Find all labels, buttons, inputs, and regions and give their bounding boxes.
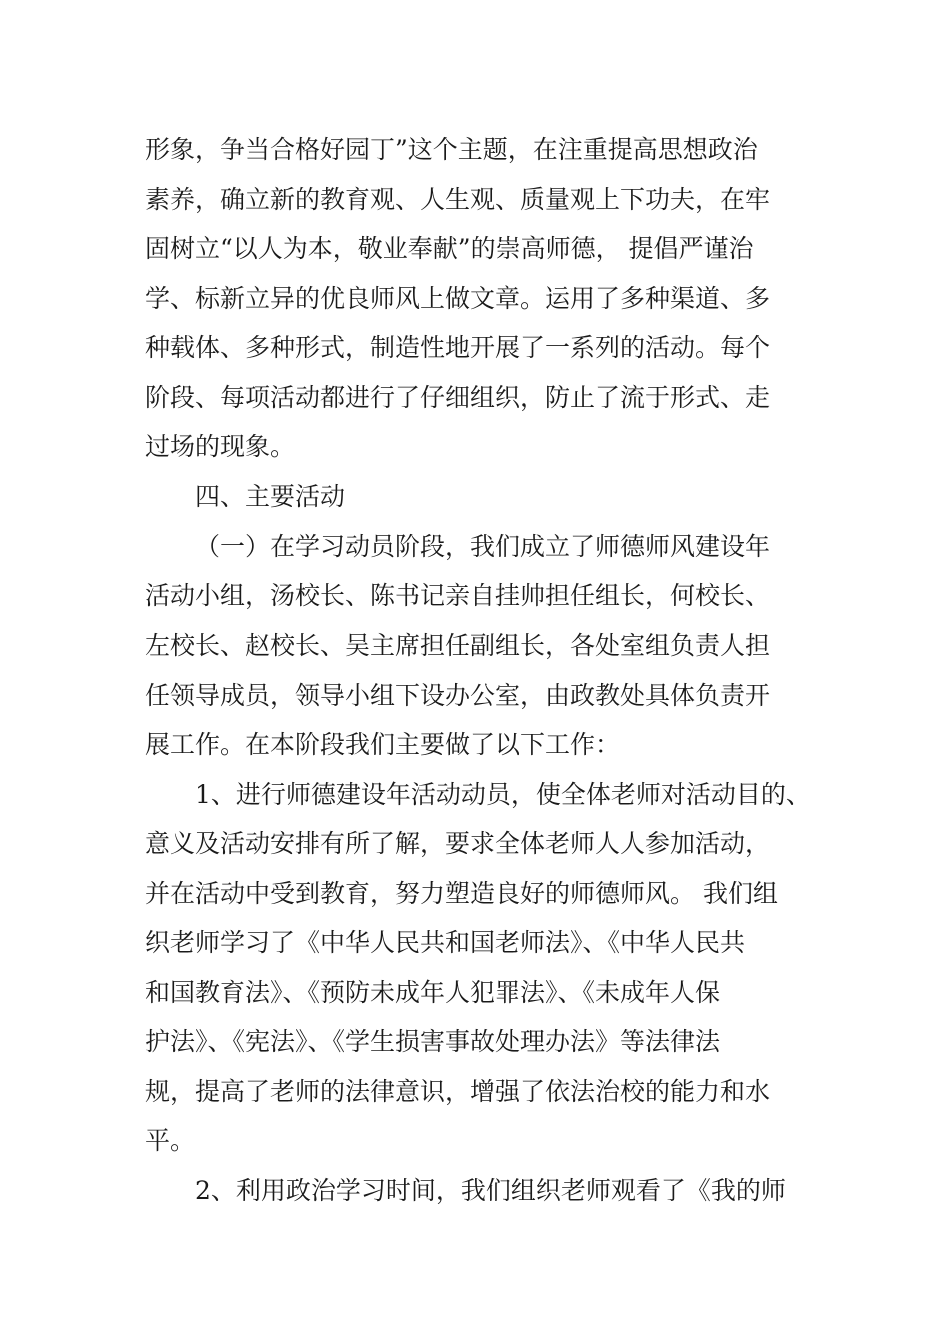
body-text-line: 形象，争当合格好园丁”这个主题，在注重提高思想政治 <box>145 135 758 164</box>
body-text-line: 织老师学习了《中华人民共和国老师法》、《中华人民共 <box>145 928 746 957</box>
paragraph-first-line: （一）在学习动员阶段，我们成立了师德师风建设年 <box>195 532 771 561</box>
body-text-line: 和国教育法》、《预防未成年人犯罪法》、《未成年人保 <box>145 978 721 1007</box>
body-text-line: 活动小组，汤校长、陈书记亲自挂帅担任组长，何校长、 <box>145 581 771 610</box>
body-text-line: 左校长、赵校长、吴主席担任副组长，各处室组负责人担 <box>145 631 771 660</box>
body-text-line: 素养，确立新的教育观、人生观、质量观上下功夫，在牢 <box>145 185 771 214</box>
body-text-line: 学、标新立异的优良师风上做文章。运用了多种渠道、多 <box>145 284 771 313</box>
body-text-line: 种载体、多种形式，制造性地开展了一系列的活动。每个 <box>145 333 771 362</box>
body-text-line: 护法》、《宪法》、《学生损害事故处理办法》等法律法 <box>145 1027 721 1056</box>
paragraph-first-line: 2、利用政治学习时间，我们组织老师观看了《我的师 <box>195 1176 786 1205</box>
body-text-line: 展工作。在本阶段我们主要做了以下工作： <box>145 730 621 759</box>
body-text-line: 规，提高了老师的法律意识，增强了依法治校的能力和水 <box>145 1077 771 1106</box>
body-text-line: 意义及活动安排有所了解，要求全体老师人人参加活动， <box>145 829 771 858</box>
body-text-line: 过场的现象。 <box>145 432 296 461</box>
body-text-line: 平。 <box>145 1126 196 1155</box>
paragraph-first-line: 1、进行师德建设年活动动员，使全体老师对活动目的、 <box>195 780 811 809</box>
body-text-line: 并在活动中受到教育，努力塑造良好的师德师风。 我们组 <box>145 879 778 908</box>
body-text-line: 固树立“以人为本，敬业奉献”的崇高师德， 提倡严谨治 <box>145 234 754 263</box>
body-text-line: 任领导成员，领导小组下设办公室，由政教处具体负责开 <box>145 681 771 710</box>
body-text-line: 阶段、每项活动都进行了仔细组织，防止了流于形式、走 <box>145 383 771 412</box>
section-heading: 四、主要活动 <box>195 482 346 511</box>
